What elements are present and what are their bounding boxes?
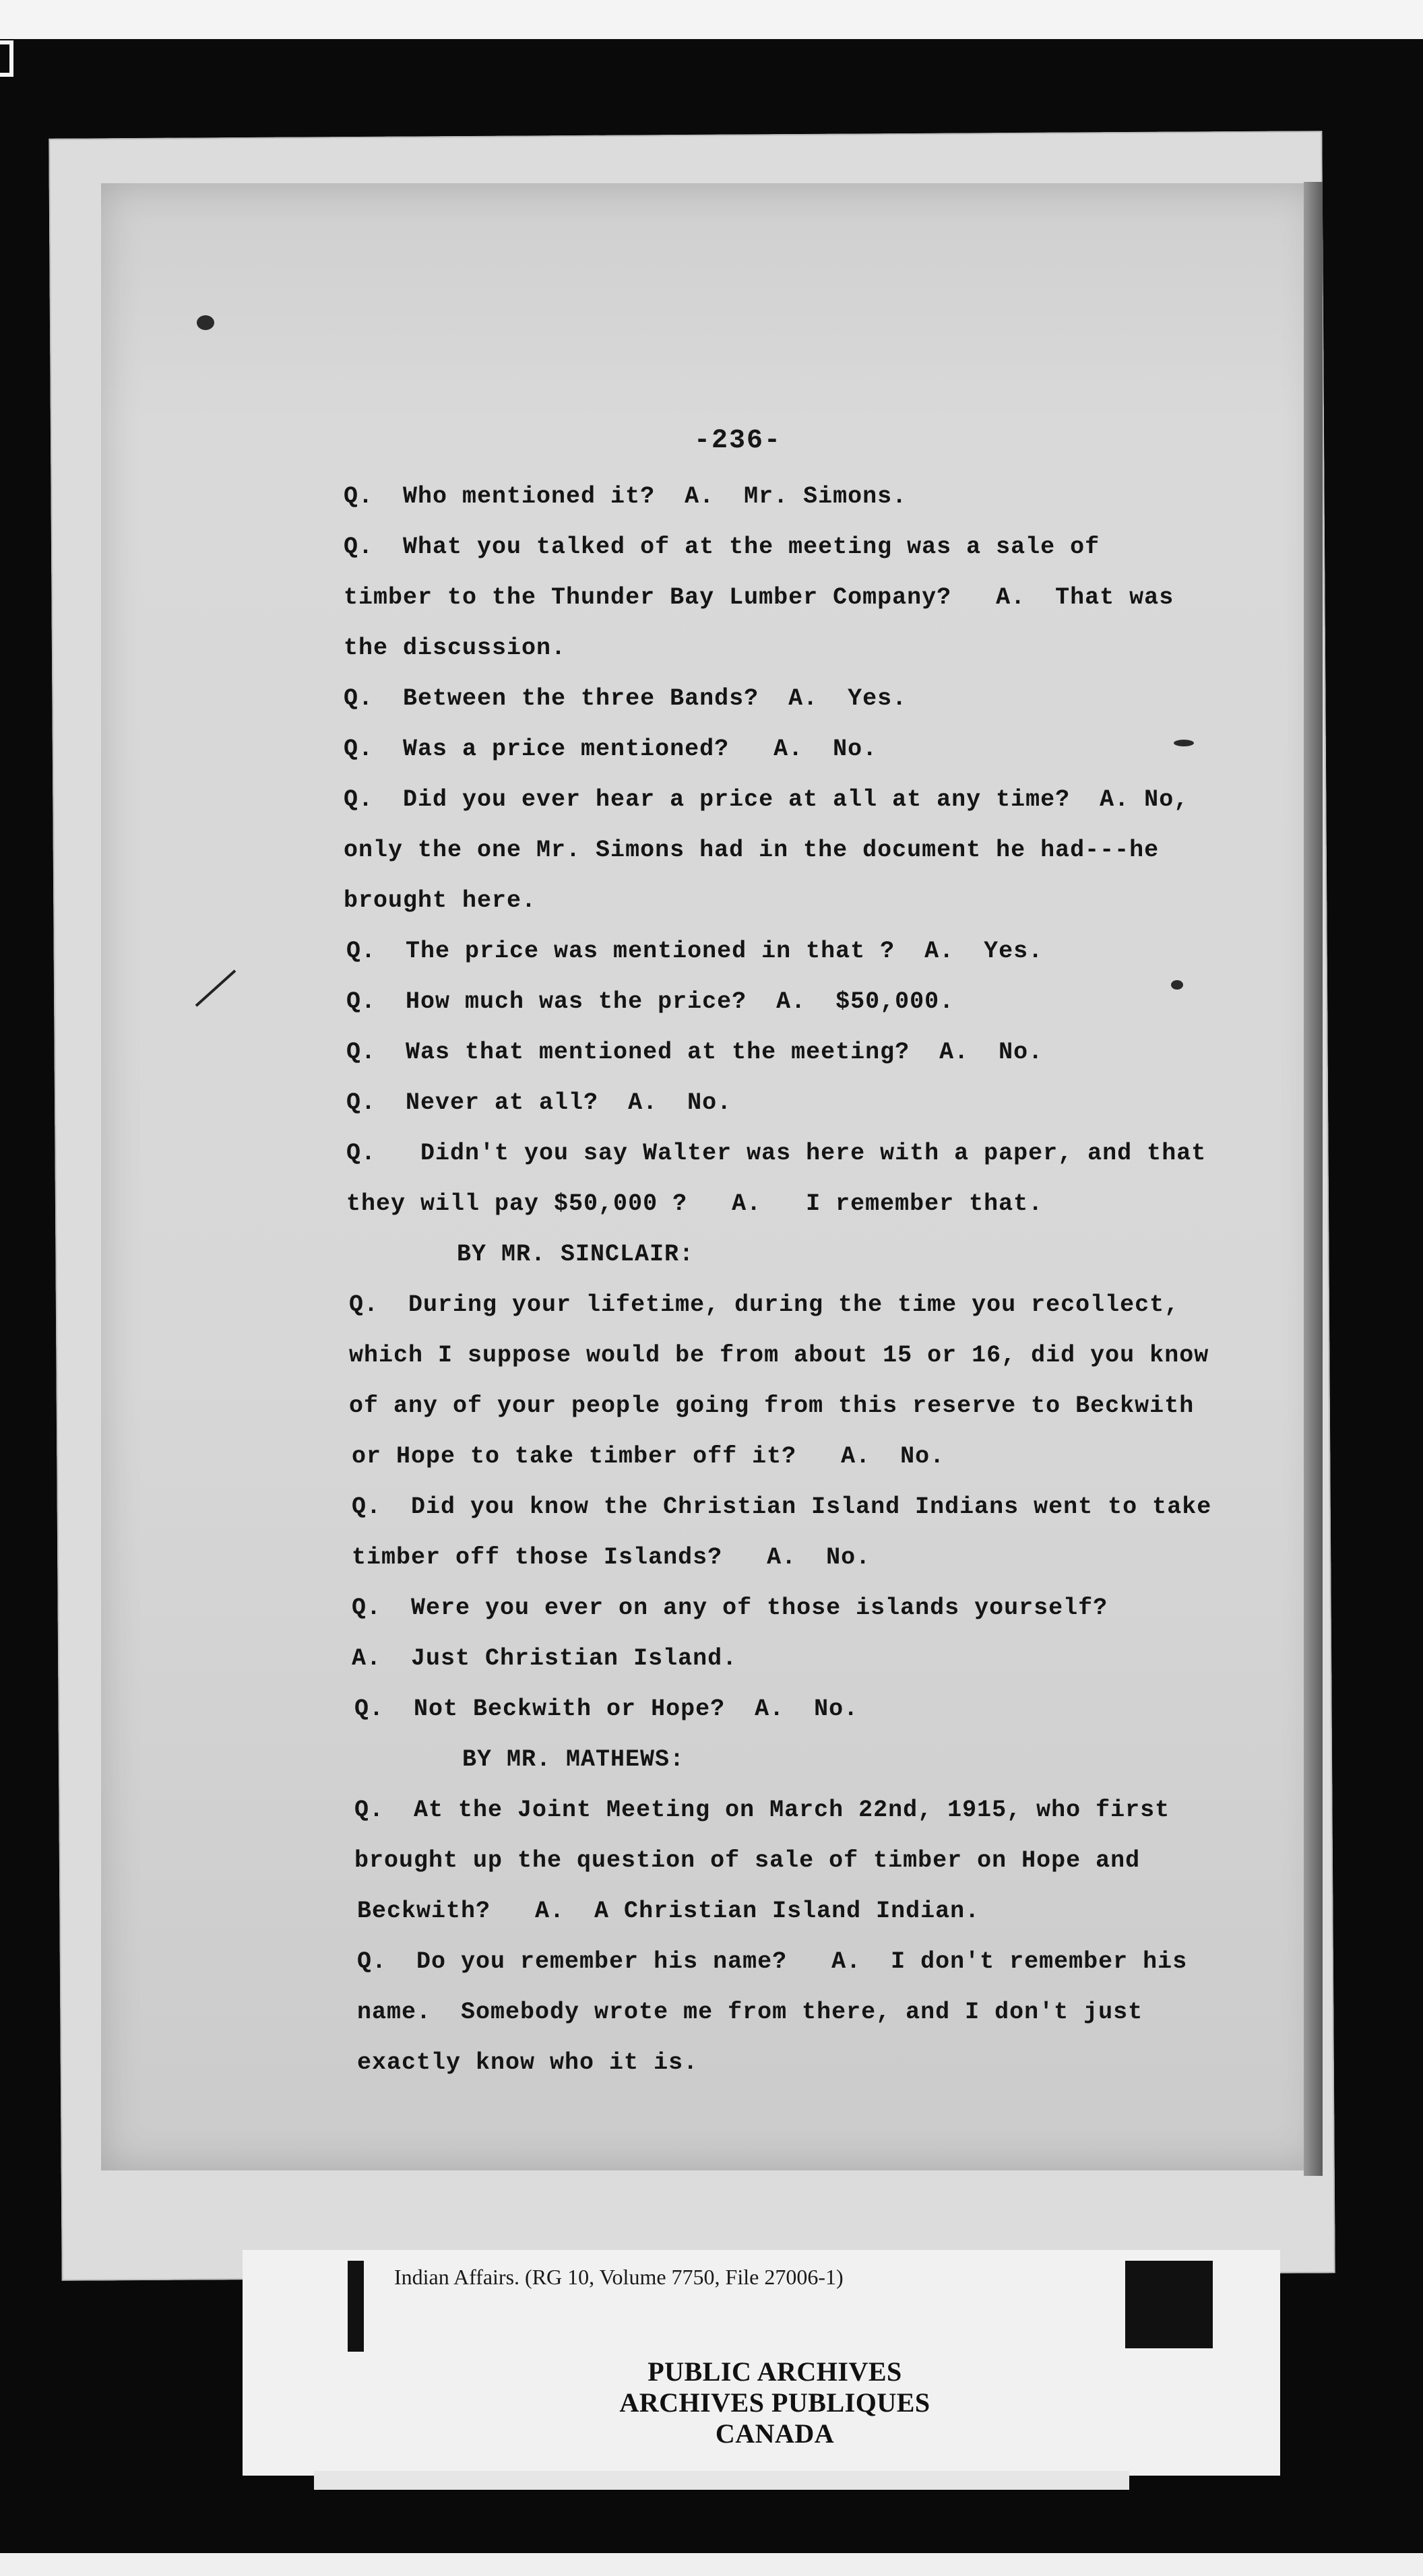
- transcript-line: Q. Did you know the Christian Island Indians went to take: [352, 1493, 1212, 1520]
- transcript-line: Q. Did you ever hear a price at all at any time? A. No,: [344, 786, 1189, 813]
- transcript-line: Q. Was that mentioned at the meeting? A. No.: [346, 1039, 1044, 1066]
- transcript-line: Q. Didn't you say Walter was here with a paper, and that: [346, 1140, 1207, 1167]
- transcript-body: [344, 472, 1300, 2088]
- archive-citation: Indian Affairs. (RG 10, Volume 7750, File 27006-1): [394, 2265, 844, 2289]
- stamp-line: CANADA: [715, 2418, 835, 2449]
- transcript-line: Q. At the Joint Meeting on March 22nd, 1915, who first: [354, 1797, 1170, 1824]
- examiner-heading-mathews: BY MR. MATHEWS:: [462, 1746, 685, 1773]
- transcript-line: brought up the question of sale of timber on Hope and: [354, 1847, 1141, 1874]
- scan-bottom-margin: [0, 2553, 1423, 2576]
- scan-corner-mark: [0, 40, 13, 77]
- transcript-line: A. Just Christian Island.: [352, 1645, 738, 1672]
- mount-clip: [348, 2261, 364, 2352]
- transcript-line: timber off those Islands? A. No.: [352, 1544, 871, 1571]
- scan-top-margin: [0, 0, 1423, 39]
- transcript-line: only the one Mr. Simons had in the document he had---he: [344, 837, 1160, 864]
- transcript-line: name. Somebody wrote me from there, and I don't just: [357, 1999, 1143, 2026]
- transcript-line: Q. The price was mentioned in that ? A. Yes.: [346, 938, 1044, 965]
- stamp-line: ARCHIVES PUBLIQUES: [619, 2387, 930, 2418]
- transcript-line: Q. Not Beckwith or Hope? A. No.: [354, 1696, 859, 1722]
- transcript-line: timber to the Thunder Bay Lumber Company? A. That was: [344, 584, 1174, 611]
- ink-speck: [197, 315, 214, 330]
- transcript-line: or Hope to take timber off it? A. No.: [352, 1443, 945, 1470]
- transcript-line: Q. Never at all? A. No.: [346, 1089, 732, 1116]
- label-bottom-edge: [314, 2471, 1129, 2490]
- transcript-line: which I suppose would be from about 15 or 16, did you know: [349, 1342, 1209, 1369]
- stamp-line: PUBLIC ARCHIVES: [647, 2356, 902, 2387]
- transcript-line: Q. Between the three Bands? A. Yes.: [344, 685, 908, 712]
- transcript-line: Q. What you talked of at the meeting was a sale of: [344, 534, 1100, 560]
- transcript-line: the discussion.: [344, 635, 567, 662]
- ink-speck: [1174, 740, 1194, 746]
- transcript-line: exactly know who it is.: [357, 2049, 699, 2076]
- transcript-line: Beckwith? A. A Christian Island Indian.: [357, 1898, 980, 1925]
- page-number: -236-: [694, 426, 782, 456]
- transcript-line: of any of your people going from this reserve to Beckwith: [349, 1392, 1195, 1419]
- transcript-line: Q. During your lifetime, during the time you recollect,: [349, 1291, 1180, 1318]
- transcript-line: Q. Who mentioned it? A. Mr. Simons.: [344, 483, 908, 510]
- transcript-line: Q. Were you ever on any of those islands yourself?: [352, 1595, 1108, 1621]
- transcript-line: Q. Do you remember his name? A. I don't remember his: [357, 1948, 1188, 1975]
- transcript-line: brought here.: [344, 887, 537, 914]
- public-archives-stamp: [573, 2356, 977, 2449]
- transcript-line: they will pay $50,000 ? A. I remember that.: [346, 1190, 1044, 1217]
- mount-clip: [1125, 2261, 1213, 2348]
- ink-speck: [1171, 980, 1183, 990]
- transcript-line: Q. Was a price mentioned? A. No.: [344, 736, 878, 763]
- transcript-line: Q. How much was the price? A. $50,000.: [346, 988, 955, 1015]
- examiner-heading-sinclair: BY MR. SINCLAIR:: [457, 1241, 695, 1268]
